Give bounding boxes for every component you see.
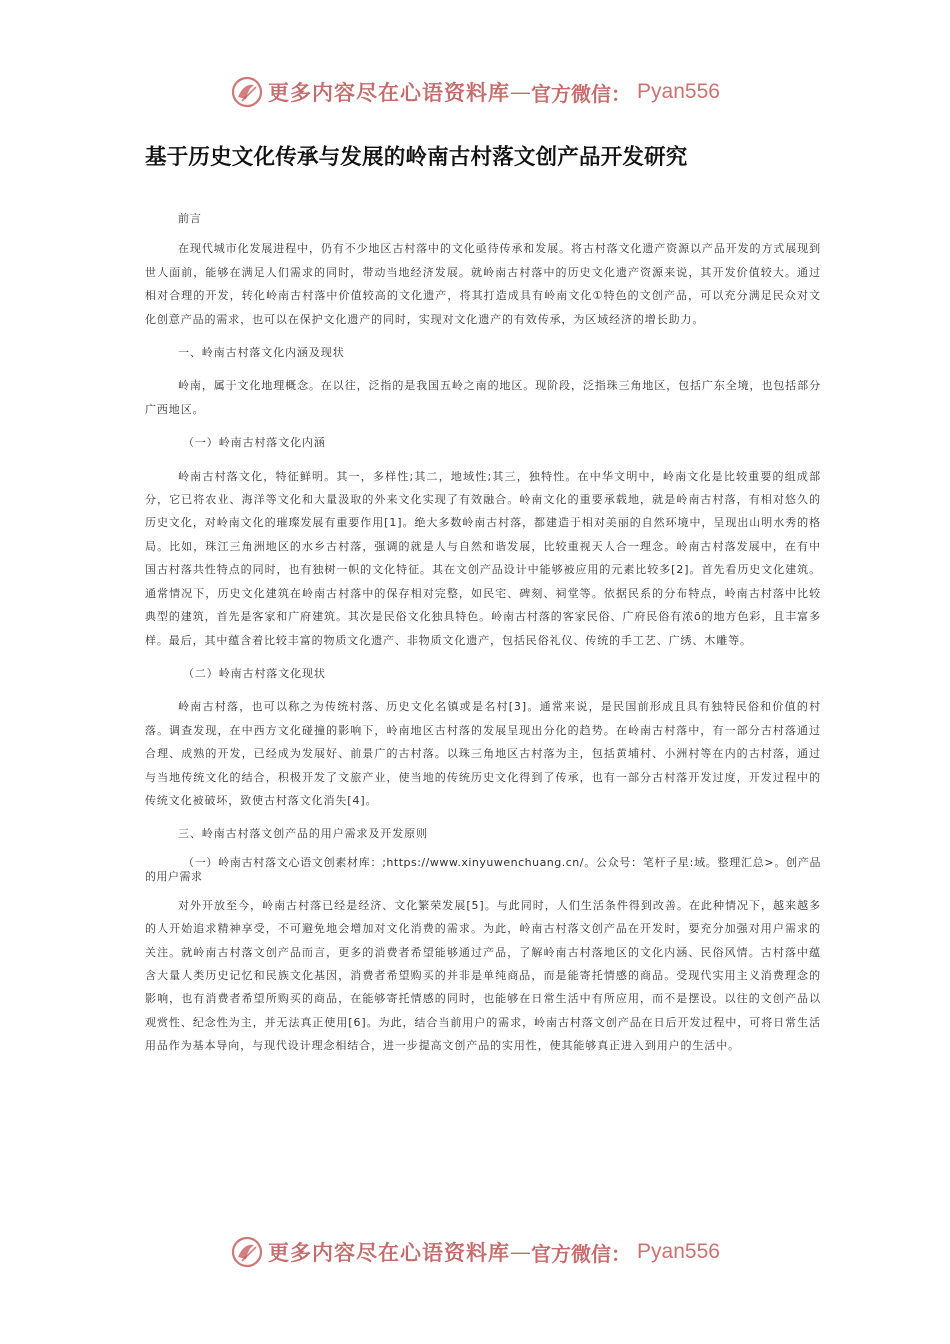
section-1-1-paragraph: 岭南古村落文化，特征鲜明。其一，多样性;其二，地域性;其三，独特性。在中华文明中，岭南文化是比较重要的组成部分，它已将农业、海洋等文化和大量汲取的外来文化实现了有效融合。岭南文化的重要承载地，就是岭南古村落，有相对悠久的历史文化，对岭南文化的璀璨发展有重要作用[1]。绝大多数岭南古村落，都建造于相对美丽的自然环境中，呈现出山明水秀的格局。比如，珠江三角洲地区的水乡古村落，强调的就是人与自然和谐发展，比较重视天人合一理念。岭南古村落发展中，在有中国古村落共性特点的同时，也有独树一帜的文化特征。其在文创产品设计中能够被应用的元素比较多[2]。首先看历史文化建筑。通常情况下，历史文化建筑在岭南古村落中的保存相对完整，如民宅、碑刻、祠堂等。依据民系的分布特点，岭南古村落中比较典型的建筑，首先是客家和广府建筑。其次是民俗文化独具特色。岭南古村落的客家民俗、广府民俗有浓ō的地方色彩，且丰富多样。最后，其中蕴含着比较丰富的物质文化遗产、非物质文化遗产，包括民俗礼仪、传统的手工艺、广绣、木雕等。 <box>145 469 821 647</box>
banner-wechat-label: 官方微信： <box>531 81 632 106</box>
section-1-intro-paragraph: 岭南，属于文化地理概念。在以往，泛指的是我国五岭之南的地区。现阶段，泛指珠三角地区，包括广东全境，也包括部分广西地区。 <box>145 379 821 416</box>
section-1-1-heading: （一）岭南古村落文化内涵 <box>183 436 326 450</box>
banner-wechat-handle: Pyan556 <box>637 80 720 103</box>
brand-logo-icon <box>230 75 264 109</box>
banner-brand-text: 更多内容尽在心语资料库 <box>268 80 511 105</box>
section-1-2-paragraph: 岭南古村落，也可以称之为传统村落、历史文化名镇或是名村[3]。通常来说，是民国前形成且具有独特民俗和价值的村落。调查发现，在中西方文化碰撞的影响下，岭南地区古村落的发展呈现出分化的趋势。在岭南古村落中，有一部分古村落通过合理、成熟的开发，已经成为发展好、前景广的古村落。以珠三角地区古村落为主，包括黄埔村、小洲村等在内的古村落，通过与当地传统文化的结合，积极开发了文旅产业，使当地的传统历史文化得到了传承，也有一部分古村落开发过度，开发过程中的传统文化被破坏，致使古村落文化消失[4]。 <box>145 700 821 807</box>
banner-wechat-handle: Pyan556 <box>637 1240 720 1263</box>
document-body <box>145 207 821 1068</box>
section-1-heading: 一、岭南古村落文化内涵及现状 <box>178 346 345 360</box>
banner-dash: — <box>510 80 532 104</box>
header-watermark-banner <box>0 72 950 112</box>
banner-wechat-label: 官方微信： <box>531 1241 632 1266</box>
brand-logo-icon <box>230 1235 264 1269</box>
document-title: 基于历史文化传承与发展的岭南古村落文创产品开发研究 <box>145 145 688 170</box>
banner-brand-text: 更多内容尽在心语资料库 <box>268 1240 511 1265</box>
section-2-1-paragraph: 对外开放至今，岭南古村落已经是经济、文化繁荣发展[5]。与此同时，人们生活条件得到改善。在此种情况下，越来越多的人开始追求精神享受，不可避免地会增加对文化消费的需求。为此，岭南古村落文创产品在开发时，要充分加强对用户需求的关注。就岭南古村落文创产品而言，更多的消费者希望能够通过产品，了解岭南古村落地区的文化内涵、民俗风情。古村落中蕴含大量人类历史记忆和民族文化基因，消费者希望购买的并非是单纯商品，而是能寄托情感的商品。受现代实用主义消费理念的影响，也有消费者希望所购买的商品，在能够寄托情感的同时，也能够在日常生活中有所应用，而不是摆设。以往的文创产品以观赏性、纪念性为主，并无法真正使用[6]。为此，结合当前用户的需求，岭南古村落文创产品在日后开发过程中，可将日常生活用品作为基本导向，与现代设计理念相结合，进一步提高文创产品的实用性，使其能够真正进入到用户的生活中。 <box>145 898 821 1053</box>
section-1-2-heading: （二）岭南古村落文化现状 <box>183 666 326 680</box>
section-2-heading: 三、岭南古村落文创产品的用户需求及开发原则 <box>178 827 428 841</box>
preface-label: 前言 <box>178 212 202 225</box>
section-2-1-heading: （一）岭南古村落文心语文创素材库：;https://www.xinyuwenchuang.cn/。公众号：笔杆子星:域。整理汇总>。创产品的用户需求 <box>145 855 821 883</box>
footer-watermark-banner <box>0 1232 950 1272</box>
banner-dash: — <box>510 1240 532 1264</box>
preface-paragraph: 在现代城市化发展进程中，仍有不少地区古村落中的文化亟待传承和发展。将古村落文化遗产资源以产品开发的方式展现到世人面前，能够在满足人们需求的同时，带动当地经济发展。就岭南古村落中的历史文化遗产资源来说，其开发价值较大。通过相对合理的开发，转化岭南古村落中价值较高的文化遗产，将其打造成具有岭南文化①特色的文创产品，可以充分满足民众对文化创意产品的需求，也可以在保护文化遗产的同时，实现对文化遗产的有效传承，为区域经济的增长助力。 <box>145 242 821 326</box>
